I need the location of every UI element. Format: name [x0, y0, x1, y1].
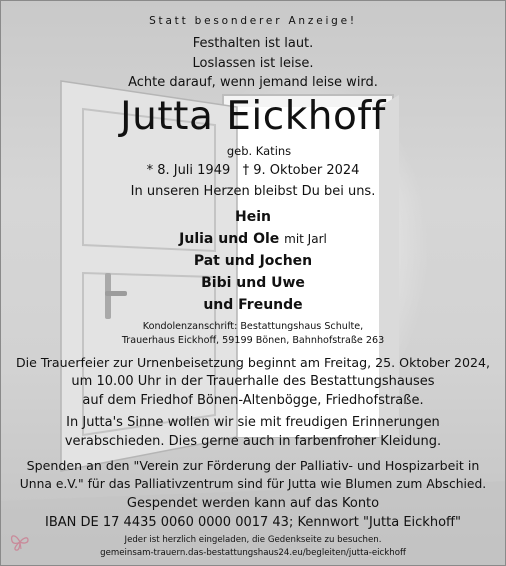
mourner-line-2 — [1, 231, 505, 247]
motto-line-2: Loslassen ist leise. — [192, 56, 314, 71]
condolence-line-1: Kondolenzanschrift: Bestattungshaus Schulte, — [142, 321, 364, 332]
mourner-main: Julia und Ole — [179, 231, 280, 247]
deceased-name: Jutta Eickhoff — [120, 94, 386, 139]
birth-name: geb. Katins — [226, 144, 292, 158]
memorial-page-link[interactable]: gemeinsam-trauern.das-bestattungshaus24.eu/begleiten/jutta-eickhoff — [100, 548, 406, 558]
ceremony-line-2: um 10.00 Uhr in der Trauerhalle des Bestattungshauses — [71, 374, 435, 389]
motto-line-3: Achte darauf, wenn jemand leise wird. — [128, 75, 378, 90]
ceremony-line-1: Die Trauerfeier zur Urnenbeisetzung beginnt am Freitag, 25. Oktober 2024, — [15, 355, 491, 370]
ceremony-line-3: auf dem Friedhof Bönen-Altenbögge, Friedhofstraße. — [82, 393, 424, 408]
donation-line-2: Unna e.V." für das Palliativzentrum sind für Jutta wie Blumen zum Abschied. — [19, 477, 487, 491]
mourner-line-1: Hein — [235, 209, 271, 225]
life-dates: * 8. Juli 1949 † 9. Oktober 2024 — [146, 163, 360, 178]
farewell-line: In unseren Herzen bleibst Du bei uns. — [130, 184, 376, 199]
motto-line-1: Festhalten ist laut. — [192, 36, 314, 51]
wishes-line-2: verabschieden. Dies gerne auch in farbenfroher Kleidung. — [64, 434, 442, 449]
donation-line-1: Spenden an den "Verein zur Förderung der Palliativ- und Hospizarbeit in — [26, 458, 480, 473]
donation-line-4: IBAN DE 17 4435 0060 0000 0017 43; Kennwort "Jutta Eickhoff" — [45, 515, 461, 530]
mourner-line-4: Bibi und Uwe — [201, 275, 305, 291]
condolence-line-2: Trauerhaus Eickhoff, 59199 Bönen, Bahnhofstraße 263 — [121, 335, 385, 346]
intro-heading: Statt besonderer Anzeige! — [149, 15, 357, 27]
mourner-extra: mit Jarl — [284, 232, 327, 246]
butterfly-icon — [9, 532, 31, 552]
footer-invitation: Jeder ist herzlich eingeladen, die Gedenkseite zu besuchen. — [124, 535, 382, 545]
donation-line-3: Gespendet werden kann auf das Konto — [126, 496, 380, 511]
mourner-line-3: Pat und Jochen — [193, 253, 313, 269]
wishes-line-1: In Jutta's Sinne wollen wir sie mit freudigen Erinnerungen — [66, 415, 440, 430]
mourner-line-5: und Freunde — [203, 297, 303, 313]
